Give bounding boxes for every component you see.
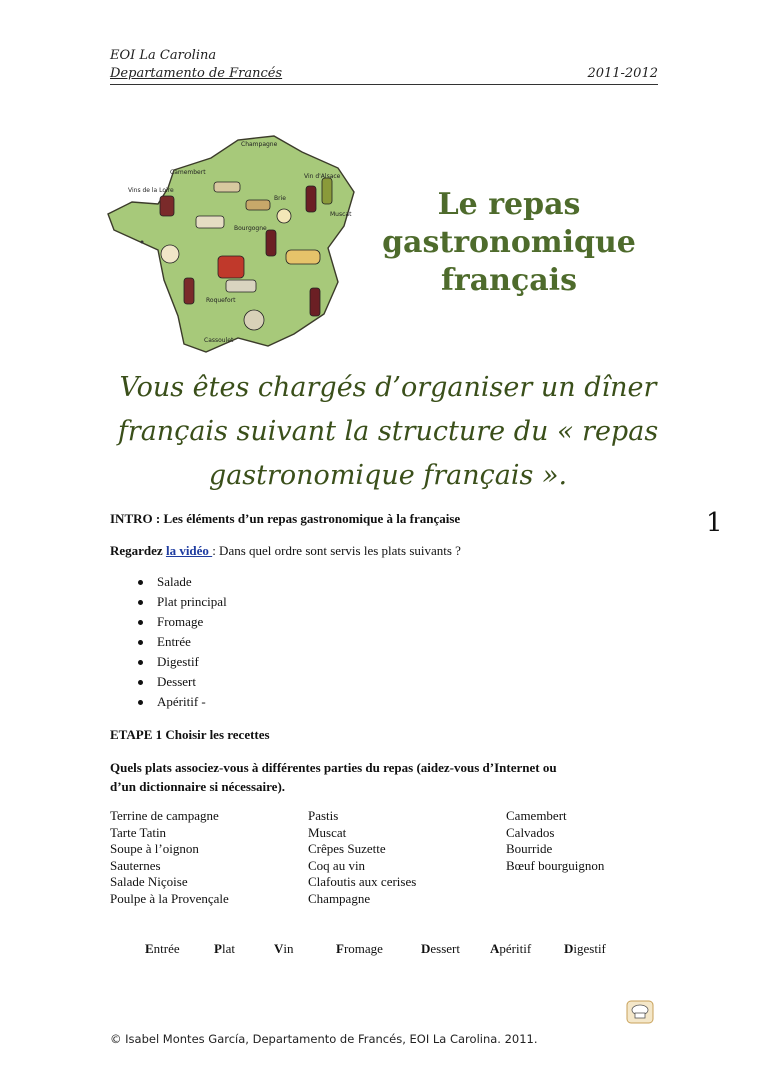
header-department: Departamento de Francés — [110, 66, 283, 81]
france-food-map-illustration — [106, 130, 368, 370]
list-item-label: Salade — [157, 574, 192, 589]
list-item-label: Entrée — [157, 634, 191, 649]
category-entree: Entrée — [145, 941, 180, 956]
question-line: d’un dictionnaire si nécessaire). — [110, 779, 286, 794]
recipe-item: Crêpes Suzette — [308, 841, 386, 856]
recipe-item: Camembert — [506, 808, 567, 823]
map-label: Camembert — [170, 169, 206, 176]
intro-heading: INTRO : Les éléments d’un repas gastronomique à la française — [110, 511, 461, 526]
recipes-column-2 — [308, 808, 416, 907]
subtitle-line: français suivant la structure du « repas — [117, 416, 659, 447]
list-item — [128, 572, 227, 592]
list-item — [128, 692, 227, 712]
dishes-list — [128, 572, 227, 712]
map-label: Champagne — [241, 141, 278, 148]
category-plat: Plat — [214, 941, 235, 956]
video-instruction-prefix: Regardez — [110, 543, 166, 558]
recipe-item: Coq au vin — [308, 857, 366, 873]
recipe-item: Muscat — [308, 824, 347, 840]
footer-copyright: © Isabel Montes García, Departamento de Francés, EOI La Carolina. 2011. — [110, 1032, 538, 1046]
recipe-item: Clafoutis aux cerises — [308, 874, 417, 889]
bullet-icon — [138, 600, 143, 605]
recipe-item: Terrine de campagne — [110, 808, 219, 823]
question-line: Quels plats associez-vous à différentes parties du repas (aidez-vous d’Internet ou — [110, 760, 557, 775]
page-number: 1 — [706, 508, 723, 538]
subtitle-line: Vous êtes chargés d’organiser un dîner — [119, 372, 657, 403]
map-label: Brie — [274, 195, 286, 202]
header-school: EOI La Carolina — [110, 48, 217, 63]
step-heading: ETAPE 1 Choisir les recettes — [110, 727, 270, 742]
task-subtitle — [110, 366, 666, 498]
list-item-label: Apéritif - — [157, 694, 206, 709]
list-item — [128, 612, 227, 632]
title-line: Le repas — [437, 187, 581, 222]
subtitle-line: gastronomique français ». — [208, 460, 568, 491]
list-item-label: Dessert — [157, 674, 196, 689]
title-line: français — [441, 263, 577, 298]
map-label: Vin d'Alsace — [304, 173, 341, 180]
recipe-item: Soupe à l’oignon — [110, 841, 199, 856]
recipe-item: Bourride — [506, 841, 553, 856]
map-label: Bourgogne — [234, 225, 267, 232]
recipe-item: Champagne — [308, 890, 371, 906]
header-subline — [110, 66, 658, 81]
category-fromage: Fromage — [336, 941, 383, 956]
bullet-icon — [138, 660, 143, 665]
page-title — [378, 186, 640, 300]
category-digestif: Digestif — [564, 941, 606, 956]
video-link[interactable]: la vidéo — [165, 543, 213, 558]
list-item — [128, 632, 227, 652]
map-label: Cassoulet — [204, 337, 234, 344]
header-divider — [110, 84, 658, 85]
title-line: gastronomique — [382, 225, 636, 260]
list-item-label: Digestif — [157, 654, 199, 669]
recipe-item: Calvados — [506, 824, 555, 840]
bullet-icon — [138, 580, 143, 585]
map-label: Roquefort — [206, 297, 236, 304]
recipe-item: Tarte Tatin — [110, 824, 167, 840]
list-item — [128, 592, 227, 612]
map-label: Vins de la Loire — [128, 187, 174, 194]
recipe-item: Bœuf bourguignon — [506, 857, 605, 873]
category-dessert: Dessert — [421, 941, 460, 956]
recipes-column-1 — [110, 808, 229, 907]
header-year: 2011-2012 — [587, 66, 658, 81]
recipe-item: Sauternes — [110, 857, 161, 873]
recipes-column-3 — [506, 808, 604, 874]
recipe-item: Pastis — [308, 808, 339, 823]
bullet-icon — [138, 700, 143, 705]
bullet-icon — [138, 640, 143, 645]
list-item-label: Fromage — [157, 614, 204, 629]
question-text — [110, 758, 650, 796]
recipe-item: Poulpe à la Provençale — [110, 890, 229, 906]
bullet-icon — [138, 680, 143, 685]
category-aperitif: Apéritif — [490, 941, 532, 956]
list-item — [128, 672, 227, 692]
chef-hat-icon — [626, 1000, 654, 1024]
category-vin: Vin — [274, 941, 294, 956]
list-item-label: Plat principal — [157, 594, 227, 609]
bullet-icon — [138, 620, 143, 625]
list-item — [128, 652, 227, 672]
recipe-item: Salade Niçoise — [110, 874, 188, 889]
map-label: Muscat — [330, 211, 352, 218]
video-instruction — [110, 542, 461, 559]
video-instruction-suffix: : Dans quel ordre sont servis les plats suivants ? — [212, 543, 461, 558]
